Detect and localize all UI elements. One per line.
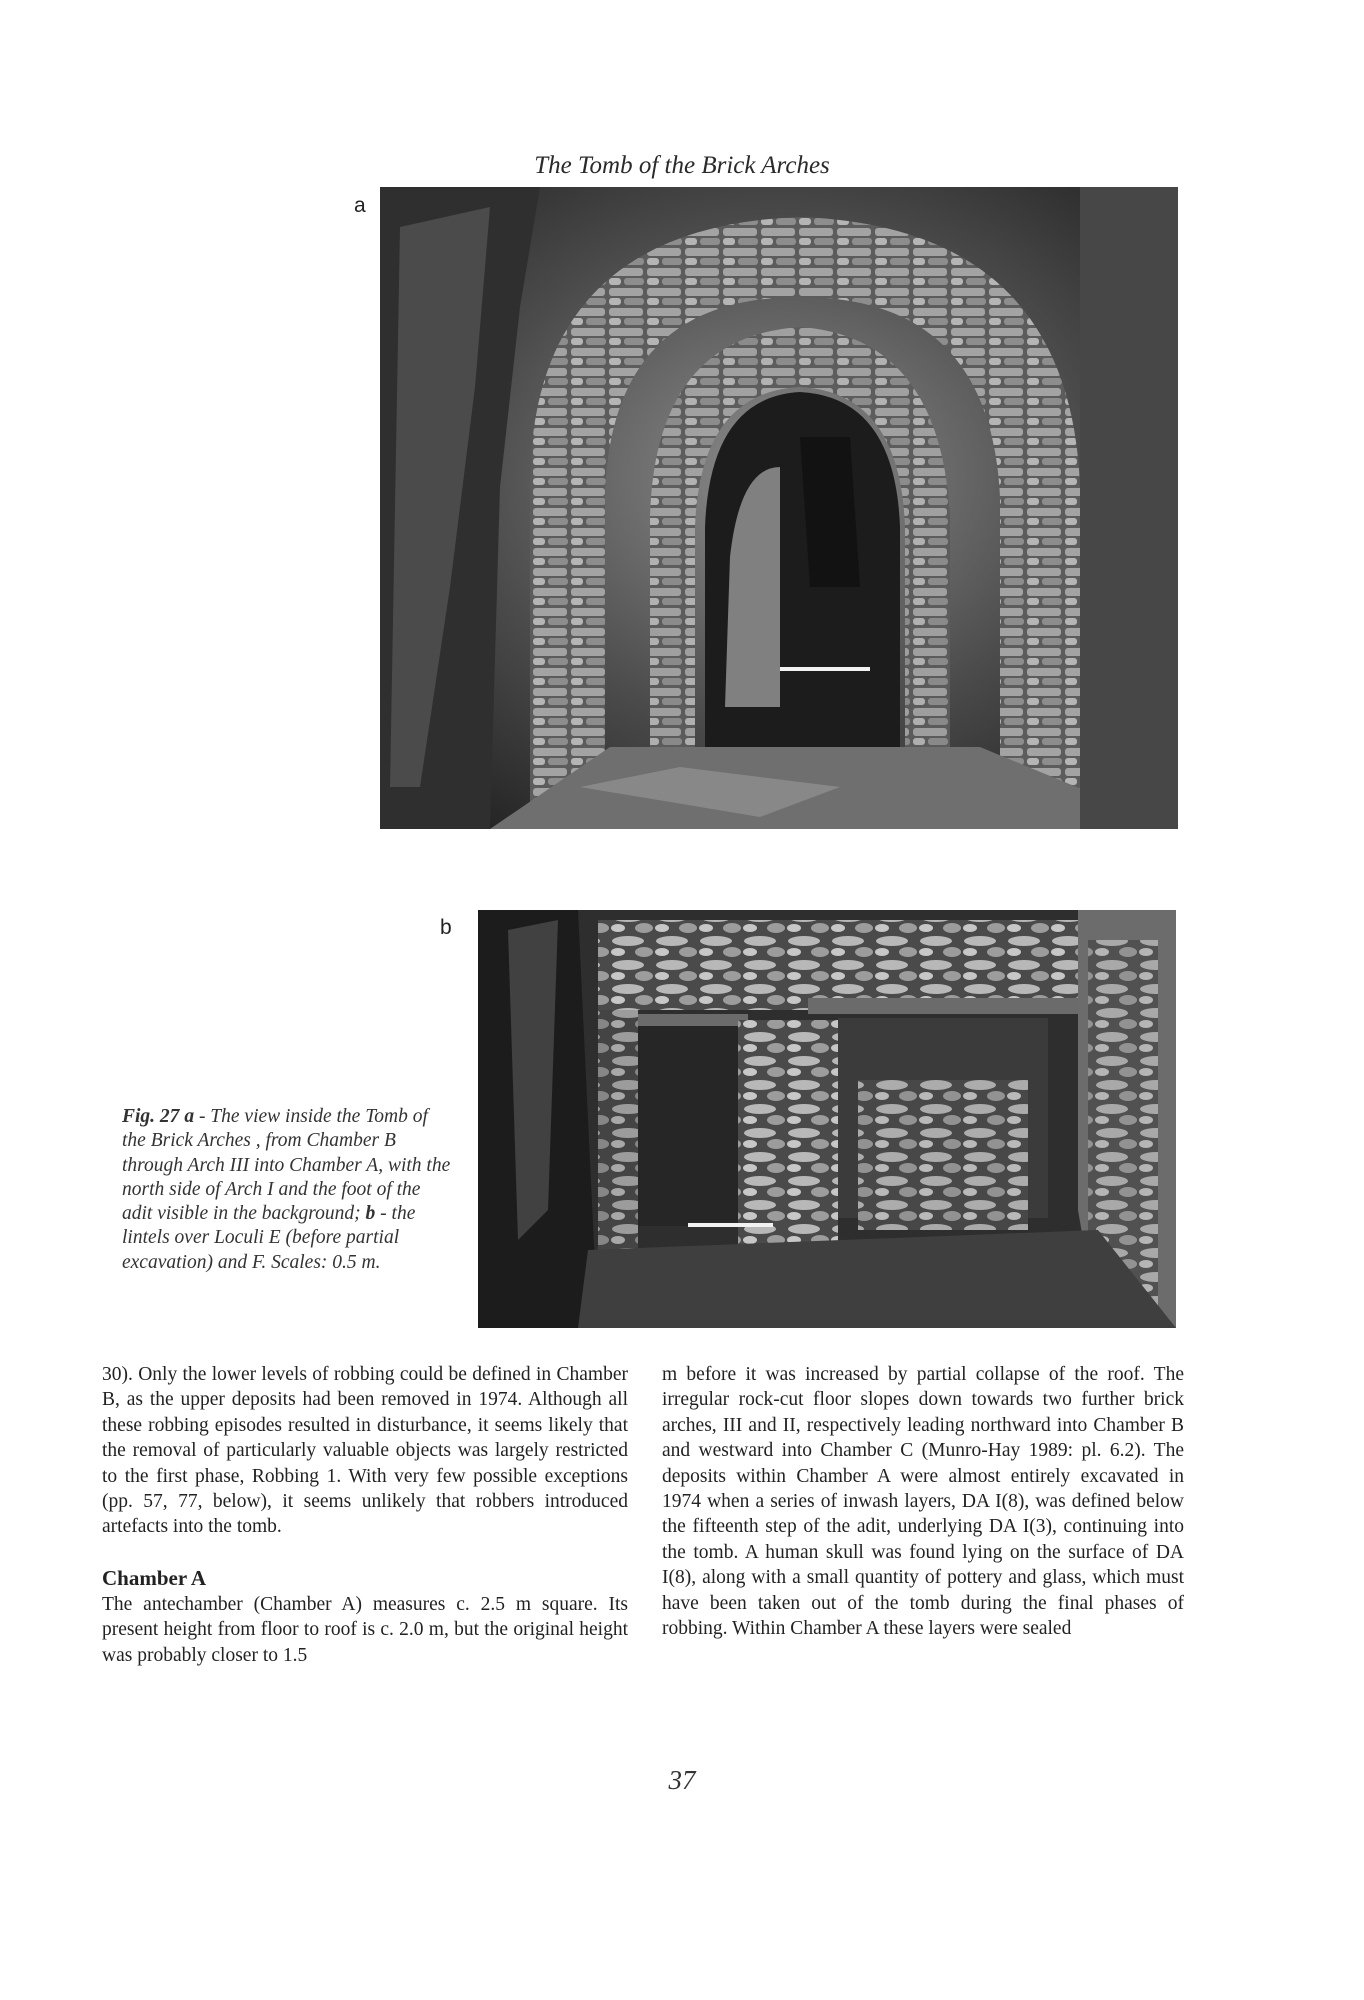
section-heading-chamber-a: Chamber A bbox=[102, 1565, 207, 1590]
left-paragraph-1: 30). Only the lower levels of robbing could be defined in Chamber B, as the upper deposits had been removed in 1974. Although all these robbing episodes resulted in disturbance, it seems likely that the removal of particularly valuable objects was largely restricted to the first phase, Robbing 1. With very few possible exceptions (pp. 57, 77, below), it seems unlikely that robbers introduced artefacts into the tomb. bbox=[102, 1364, 628, 1538]
figure-label-a: a bbox=[354, 194, 366, 217]
photo-b-loculi-lintels bbox=[478, 910, 1176, 1328]
caption-a-text: - The view inside the Tomb of the Brick Arches , from Chamber B through Arch III into Chamber A, with the north side of Arch I and the foot of the adit visible in the background; bbox=[122, 1106, 451, 1225]
figure-caption bbox=[122, 1105, 452, 1275]
right-column bbox=[662, 1362, 1184, 1641]
left-paragraph-2: The antechamber (Chamber A) measures c. 2.5 m square. Its present height from floor to roof is c. 2.0 m, but the original height was probably closer to 1.5 bbox=[102, 1593, 628, 1666]
figure-label-b: b bbox=[440, 916, 452, 939]
figure-caption-label: Fig. 27 bbox=[122, 1106, 180, 1127]
photo-a-brick-arches bbox=[380, 187, 1178, 829]
caption-b-text: - the lintels over Loculi E (before partial excavation) and F. Scales: 0.5 m. bbox=[122, 1203, 416, 1273]
page-number: 37 bbox=[668, 1765, 696, 1795]
left-column bbox=[102, 1362, 628, 1668]
caption-a-marker: a bbox=[184, 1106, 195, 1127]
caption-b-marker: b bbox=[365, 1203, 376, 1225]
running-title: The Tomb of the Brick Arches bbox=[534, 152, 830, 179]
right-paragraph-1: m before it was increased by partial collapse of the roof. The irregular rock-cut floor slopes down towards two further brick arches, III and II, respectively leading northward into Chamber B and westward into Chamber C (Munro-Hay 1989: pl. 6.2). The deposits within Chamber A were almost entirely excavated in 1974 when a series of inwash layers, DA I(8), was defined below the fifteenth step of the adit, underlying DA I(3), continuing into the tomb. A human skull was found lying on the surface of DA I(8), along with a small quantity of pottery and glass, which must have been taken out of the tomb during the final phases of robbing. Within Chamber A these layers were sealed bbox=[662, 1364, 1184, 1640]
